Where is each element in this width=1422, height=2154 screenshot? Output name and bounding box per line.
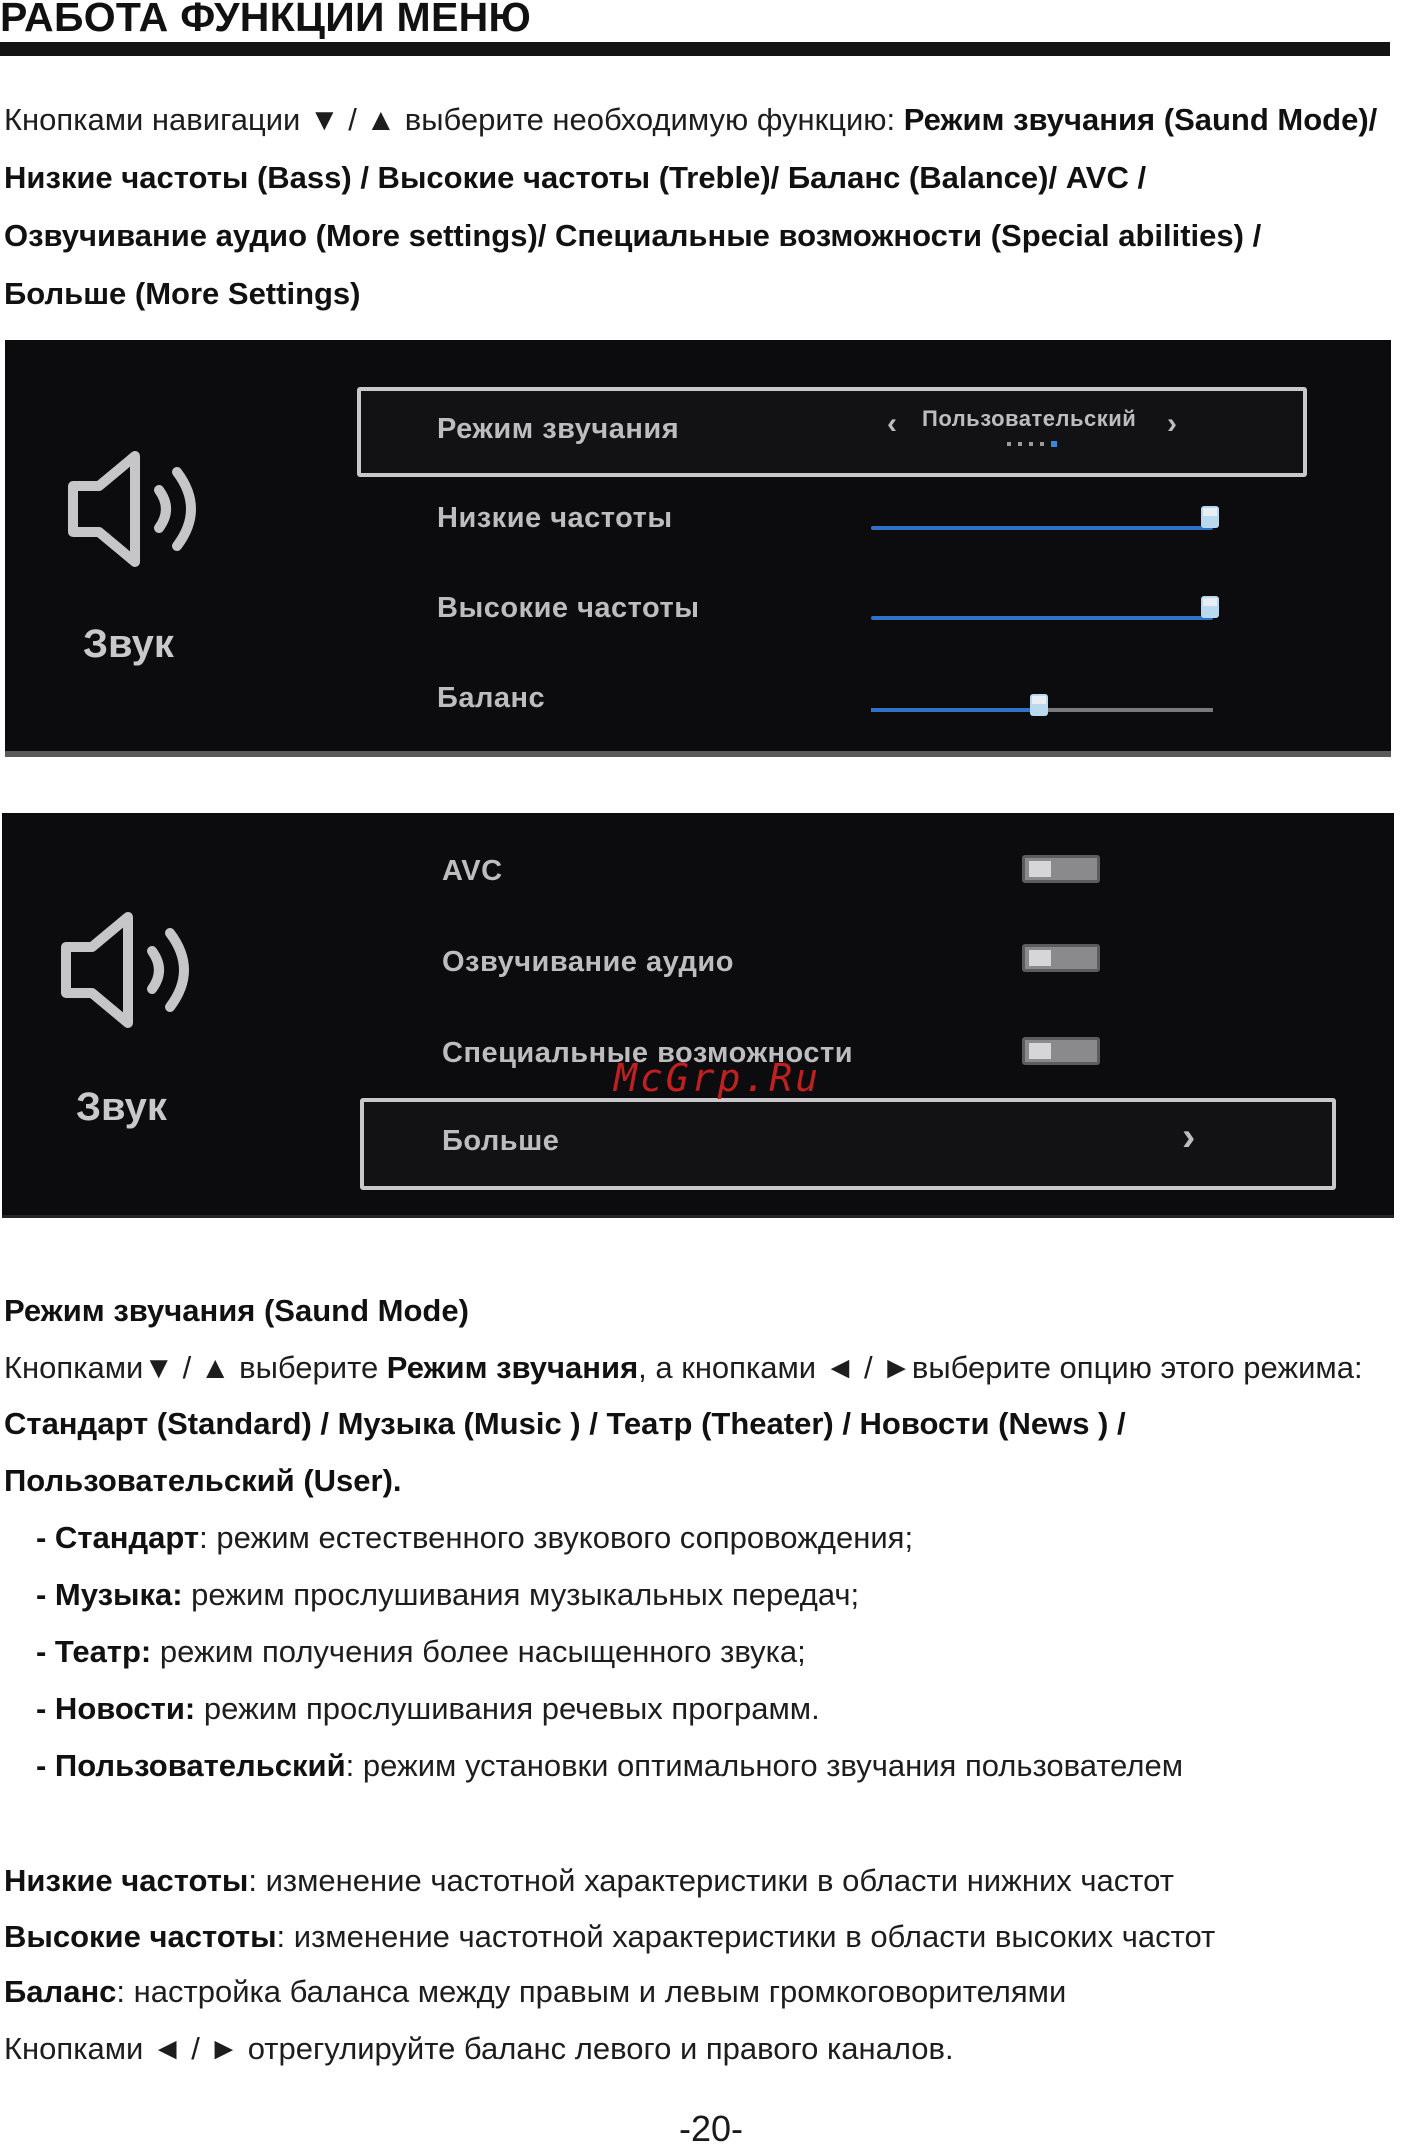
sound-mode-label: Режим звучания [437,413,680,445]
mode-item [36,1690,820,1728]
mode-item [36,1747,1183,1785]
bass-slider-knob[interactable] [1201,506,1219,528]
screen-edge [5,751,1391,757]
bass-label: Низкие частоты [437,502,673,534]
definition-treble [4,1918,1215,1956]
category-label: Звук [83,622,174,666]
balance-label: Баланс [437,682,546,714]
balance-note: Кнопками ◄ / ► отрегулируйте баланс левого и правого каналов. [4,2031,954,2066]
definition-bass [4,1862,1174,1900]
mode-item [36,1519,913,1557]
bass-slider-fill [871,526,1213,530]
definition-desc: : изменение частотной характеристики в области высоких частот [276,1919,1216,1954]
page-dot [1029,442,1033,446]
definition-balance [4,1973,1066,2011]
mode-item-term: - Театр: [36,1634,152,1669]
mode-item-term: - Стандарт [36,1520,200,1555]
definition-term: Баланс [4,1974,117,2009]
mode-item-term: - Музыка: [36,1577,183,1612]
sound-mode-value: Пользовательский [922,406,1137,431]
audio-description-label: Озвучивание аудио [442,946,734,978]
mode-item-desc: : режим установки оптимального звучания пользователем [345,1748,1184,1783]
balance-slider-fill [871,708,1042,712]
page-dot [1007,442,1011,446]
mode-item-term: - Новости: [36,1691,196,1726]
chevron-right-icon[interactable]: › [1167,407,1178,440]
treble-slider-fill [871,616,1213,620]
audio-description-toggle[interactable] [1022,944,1100,972]
sound-mode-line-1-b: Режим звучания [386,1350,639,1385]
avc-label: AVC [442,855,503,887]
special-abilities-toggle[interactable] [1022,1037,1100,1065]
special-abilities-label: Специальные возможности [442,1037,854,1069]
page-dot [1040,442,1044,446]
chevron-right-icon[interactable]: › [1182,1115,1196,1159]
page-number: -20- [678,2108,744,2149]
more-settings-label: Больше [442,1125,560,1157]
mode-item [36,1576,859,1614]
category-label: Звук [76,1085,167,1129]
page-dot-active [1051,441,1057,447]
speaker-icon [54,905,204,1035]
mode-item-desc: режим прослушивания речевых программ. [195,1691,820,1726]
sound-mode-line-3: Пользовательский (User). [4,1463,402,1498]
page-title: РАБОТА ФУНКЦИИ МЕНЮ [0,0,532,40]
speaker-icon [61,444,211,574]
treble-slider[interactable] [871,616,1213,620]
screen-edge [2,1215,1394,1218]
mode-item-term: - Пользовательский [36,1748,346,1783]
balance-slider-knob[interactable] [1030,694,1048,716]
intro-line-4: Больше (More Settings) [4,276,361,311]
tv-sound-menu-screen-2 [2,813,1394,1218]
mode-item-desc: режим получения более насыщенного звука; [151,1634,806,1669]
definition-term: Высокие частоты [4,1919,277,1954]
intro-line-1-bold: Режим звучания (Saund Mode)/ [903,102,1378,137]
sound-mode-heading: Режим звучания (Saund Mode) [4,1293,469,1328]
definition-term: Низкие частоты [4,1863,249,1898]
intro-line-2: Низкие частоты (Bass) / Высокие частоты (Treble)/ Баланс (Balance)/ AVC / [4,160,1147,195]
definition-desc: : изменение частотной характеристики в области нижних частот [248,1863,1174,1898]
sound-mode-line-2: Стандарт (Standard) / Музыка (Music ) / Театр (Theater) / Новости (News ) / [4,1406,1126,1441]
bass-slider[interactable] [871,526,1213,530]
mode-item-desc: : режим естественного звукового сопровождения; [199,1520,914,1555]
page-dot [1018,442,1022,446]
mode-item [36,1633,806,1671]
watermark: McGrp.Ru [614,1056,822,1100]
intro-line-1-text: Кнопками навигации ▼ / ▲ выберите необходимую функцию: [4,102,904,137]
intro-line-1 [4,101,1377,139]
mode-item-desc: режим прослушивания музыкальных передач; [182,1577,860,1612]
treble-slider-knob[interactable] [1201,596,1219,618]
tv-sound-menu-screen-1 [5,340,1391,757]
intro-line-3: Озвучивание аудио (More settings)/ Специальные возможности (Special abilities) / [4,218,1262,253]
definition-desc: : настройка баланса между правым и левым громкоговорителями [116,1974,1067,2009]
sound-mode-line-1-a: Кнопками▼ / ▲ выберите [4,1350,387,1385]
chevron-left-icon[interactable]: ‹ [887,407,898,440]
sound-mode-line-1 [4,1349,1363,1387]
avc-toggle[interactable] [1022,855,1100,883]
title-rule [0,42,1390,56]
balance-slider[interactable] [871,708,1213,712]
sound-mode-line-1-c: , а кнопками ◄ / ►выберите опцию этого режима: [638,1350,1363,1385]
treble-label: Высокие частоты [437,592,700,624]
